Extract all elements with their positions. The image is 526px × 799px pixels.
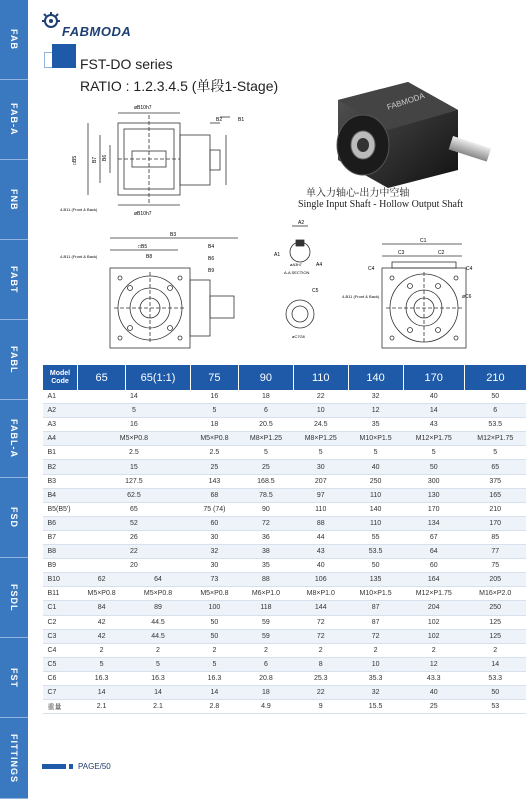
brand-logo [40, 10, 131, 40]
dim-b6: B6 [102, 154, 108, 161]
cell-65: 5 [126, 657, 191, 671]
cell-value: M6×P1.0 [239, 587, 294, 601]
sidebar-tab-fabl-a[interactable] [0, 400, 28, 478]
cell-65-merged: 52 [78, 516, 191, 530]
cell-value: 6 [239, 404, 294, 418]
cell-65: 84 [78, 601, 126, 615]
cell-value: 5 [190, 404, 238, 418]
cell-value: 205 [464, 573, 526, 587]
cell-value: 210 [464, 502, 526, 516]
sidebar-tab-fabl[interactable] [0, 320, 28, 400]
cell-value: 25 [190, 460, 238, 474]
cell-value: 53.3 [464, 671, 526, 685]
cell-value: 50 [190, 629, 238, 643]
cell-value: 40 [403, 390, 464, 404]
sidebar-tab-label: FNB [9, 188, 19, 211]
cell-value: 36 [239, 530, 294, 544]
cell-value: 30 [190, 559, 238, 573]
page-number: PAGE/50 [78, 762, 111, 771]
cell-value: 15.5 [348, 700, 403, 714]
cell-value: 10 [348, 657, 403, 671]
table-row [43, 418, 526, 432]
cell-value: 207 [293, 474, 348, 488]
cell-value: 43 [293, 545, 348, 559]
dim-c6: øC6 [462, 294, 472, 300]
sidebar-tab-label: FABL-A [9, 419, 19, 458]
table-row [43, 404, 526, 418]
cell-value: 50 [403, 460, 464, 474]
cell-65: 14 [126, 685, 191, 699]
spec-table [42, 365, 526, 714]
cell-65-merged: 5 [78, 404, 191, 418]
cell-value: 2 [403, 643, 464, 657]
row-code: C2 [43, 615, 78, 629]
header-col: 110 [293, 365, 348, 390]
table-row [43, 671, 526, 685]
cell-value: 30 [190, 530, 238, 544]
cell-value: 10 [293, 404, 348, 418]
dim-b5-front: □B5 [138, 244, 148, 250]
cell-value: 40 [348, 460, 403, 474]
cell-value: 18 [190, 418, 238, 432]
row-code: A2 [43, 404, 78, 418]
cell-value: 100 [190, 601, 238, 615]
sidebar-tab-label: FABL [9, 345, 19, 374]
cell-65-merged: 62.5 [78, 488, 191, 502]
cell-value: 25.3 [293, 671, 348, 685]
table-row [43, 700, 526, 714]
cell-value: 50 [464, 685, 526, 699]
cell-value: 22 [293, 685, 348, 699]
dim-a2: A2 [298, 220, 305, 226]
sidebar-tab-fnb[interactable] [0, 160, 28, 240]
row-code: B8 [43, 545, 78, 559]
cell-value: M8×P1.25 [239, 432, 294, 446]
table-row [43, 530, 526, 544]
table-row [43, 390, 526, 404]
cell-value: M8×P1.25 [293, 432, 348, 446]
cell-value: 68 [190, 488, 238, 502]
cell-value: 67 [403, 530, 464, 544]
table-row [43, 685, 526, 699]
cell-value: 102 [403, 615, 464, 629]
header-col: 90 [239, 365, 294, 390]
cell-value: 2.8 [190, 700, 238, 714]
sidebar-tab-fsdl[interactable] [0, 558, 28, 638]
cell-65: 2 [126, 643, 191, 657]
cell-65: 64 [126, 573, 191, 587]
cell-value: 164 [403, 573, 464, 587]
header-col: 75 [190, 365, 238, 390]
table-row [43, 559, 526, 573]
cell-value: 5 [464, 446, 526, 460]
cell-65: 44.5 [126, 615, 191, 629]
cell-65: 5 [78, 657, 126, 671]
cell-value: 144 [293, 601, 348, 615]
cell-value: 5 [293, 446, 348, 460]
sidebar-tab-label: FSDL [9, 583, 19, 612]
dim-c2: C2 [438, 250, 445, 256]
cell-value: 22 [293, 390, 348, 404]
cell-value: 110 [348, 488, 403, 502]
cell-value: 90 [239, 502, 294, 516]
row-code: B11 [43, 587, 78, 601]
cell-value: 134 [403, 516, 464, 530]
cell-value: 9 [293, 700, 348, 714]
cell-value: 25 [403, 700, 464, 714]
cell-value: 168.5 [239, 474, 294, 488]
table-row [43, 643, 526, 657]
dim-a4: A4 [316, 262, 323, 268]
cell-value: 75 [464, 559, 526, 573]
cell-value: 375 [464, 474, 526, 488]
cell-65-merged: 65 [78, 502, 191, 516]
cell-value: 135 [348, 573, 403, 587]
cell-value: 204 [403, 601, 464, 615]
table-row [43, 615, 526, 629]
cell-value: 12 [403, 657, 464, 671]
dim-b6-front: B6 [208, 256, 215, 262]
cell-value: M8×P1.0 [293, 587, 348, 601]
cell-65: 2.1 [78, 700, 126, 714]
cell-value: 110 [293, 502, 348, 516]
cell-value: 59 [239, 629, 294, 643]
cell-value: 35 [348, 418, 403, 432]
cell-value: M16×P2.0 [464, 587, 526, 601]
header-col: 170 [403, 365, 464, 390]
cell-value: 130 [403, 488, 464, 502]
cell-value: 5 [190, 657, 238, 671]
ratio-line: RATIO : 1.2.3.4.5 (单段1-Stage) [80, 78, 279, 94]
dim-b10-top: øB10h7 [134, 105, 152, 111]
cell-value: M12×P1.75 [403, 587, 464, 601]
cell-value: 250 [348, 474, 403, 488]
cell-value: 35.3 [348, 671, 403, 685]
cell-value: 2 [293, 643, 348, 657]
cell-value: 20.8 [239, 671, 294, 685]
cell-value: 35 [239, 559, 294, 573]
cell-value: 72 [239, 516, 294, 530]
cell-value: 55 [348, 530, 403, 544]
cell-value: 6 [239, 657, 294, 671]
footer-bar [42, 764, 69, 769]
cell-value: 88 [293, 516, 348, 530]
row-code: B7 [43, 530, 78, 544]
sidebar-tab-fab[interactable] [0, 0, 28, 80]
cell-value: 118 [239, 601, 294, 615]
cell-value: 73 [190, 573, 238, 587]
cell-65-merged: 14 [78, 390, 191, 404]
header-col: 65(1:1) [126, 365, 191, 390]
cell-value: 50 [348, 559, 403, 573]
product-photo [318, 80, 508, 190]
cell-65-merged: 20 [78, 559, 191, 573]
sidebar-tab-label: FITTINGS [9, 733, 19, 783]
cell-value: 2 [464, 643, 526, 657]
sidebar-tab-fsd[interactable] [0, 478, 28, 558]
dim-hole-note-side: 4-B11 (Front & Back) [342, 294, 380, 299]
cell-value: 77 [464, 545, 526, 559]
cell-value: 72 [293, 629, 348, 643]
logo-text: FABMODA [62, 23, 132, 39]
drawing-front-view [58, 228, 248, 356]
dim-b1: B1 [238, 117, 245, 123]
drawing-side-view [340, 236, 480, 354]
cell-value: 5 [348, 446, 403, 460]
table-row [43, 460, 526, 474]
cell-value: 165 [464, 488, 526, 502]
sidebar-tab-label: FST [9, 667, 19, 688]
table-row [43, 573, 526, 587]
caption-chinese: 单入力轴心-出力中空轴 [306, 188, 410, 199]
cell-value: M12×P1.75 [464, 432, 526, 446]
sidebar-tab-fittings[interactable] [0, 718, 28, 799]
cell-value: M5×P0.8 [190, 432, 238, 446]
cell-value: 87 [348, 615, 403, 629]
cell-value: 8 [293, 657, 348, 671]
cell-value: 85 [464, 530, 526, 544]
section-label: A-A SECTION [284, 270, 310, 275]
decor-square-filled [52, 44, 76, 68]
cell-65: 89 [126, 601, 191, 615]
cell-65: 44.5 [126, 629, 191, 643]
cell-65: 2 [78, 643, 126, 657]
cell-value: 44 [293, 530, 348, 544]
cell-65: 42 [78, 615, 126, 629]
header-col: 140 [348, 365, 403, 390]
cell-value: 53.5 [348, 545, 403, 559]
table-row [43, 587, 526, 601]
cell-value: 6 [464, 404, 526, 418]
cell-65: 42 [78, 629, 126, 643]
table-row [43, 516, 526, 530]
table-row [43, 446, 526, 460]
cell-value: 40 [403, 685, 464, 699]
cell-value: 2 [239, 643, 294, 657]
cell-value: M12×P1.75 [403, 432, 464, 446]
cell-value: 88 [239, 573, 294, 587]
dim-a1: A1 [274, 252, 281, 258]
table-row [43, 502, 526, 516]
sidebar-tab-fabt[interactable] [0, 240, 28, 320]
row-code: B3 [43, 474, 78, 488]
cell-value: 43.3 [403, 671, 464, 685]
dim-a3: øA3h7 [290, 262, 302, 267]
row-code: 重量 [43, 700, 78, 714]
row-code: B6 [43, 516, 78, 530]
cell-65-merged: 26 [78, 530, 191, 544]
cell-65-merged: 15 [78, 460, 191, 474]
cell-value: 14 [464, 657, 526, 671]
dim-b4: B4 [208, 244, 215, 250]
row-code: C6 [43, 671, 78, 685]
cell-value: 50 [190, 615, 238, 629]
cell-value: 20.5 [239, 418, 294, 432]
cell-value: 87 [348, 601, 403, 615]
cell-value: 18 [239, 685, 294, 699]
cell-value: 32 [190, 545, 238, 559]
cell-65-merged: 16 [78, 418, 191, 432]
sidebar-tab-label: FAB-A [9, 103, 19, 136]
row-code: B4 [43, 488, 78, 502]
table-row [43, 629, 526, 643]
header-model-code: Model Code [43, 365, 78, 390]
header-col: 65 [78, 365, 126, 390]
cell-value: 25 [239, 460, 294, 474]
cell-value: 78.5 [239, 488, 294, 502]
dim-c5: C5 [312, 288, 319, 294]
table-row [43, 474, 526, 488]
cell-value: 2 [190, 643, 238, 657]
cell-value: 53.5 [464, 418, 526, 432]
sidebar-tab-fst[interactable] [0, 638, 28, 718]
cell-65: 16.3 [126, 671, 191, 685]
table-row [43, 657, 526, 671]
dim-b9: B9 [208, 268, 215, 274]
row-code: A4 [43, 432, 78, 446]
cell-65-merged: M5×P0.8 [78, 432, 191, 446]
cell-65: 16.3 [78, 671, 126, 685]
product-body-label: FABMODA [385, 91, 426, 112]
cell-value: 38 [239, 545, 294, 559]
cell-65: 62 [78, 573, 126, 587]
dim-hole-note-front: 4-B11 (Front & Back) [60, 254, 98, 259]
cell-65: M5×P0.8 [78, 587, 126, 601]
cell-value: 140 [348, 502, 403, 516]
cell-value: 50 [464, 390, 526, 404]
row-code: C3 [43, 629, 78, 643]
sidebar-tab-label: FABT [9, 265, 19, 294]
cell-value: 110 [348, 516, 403, 530]
dim-b5: □B5 [72, 155, 78, 165]
series-title: FST-DO series [80, 56, 173, 72]
cell-value: 18 [239, 390, 294, 404]
sidebar-tab-fab-a[interactable] [0, 80, 28, 160]
drawing-top-view [58, 95, 248, 225]
cell-value: M10×P1.5 [348, 432, 403, 446]
cell-value: 97 [293, 488, 348, 502]
cell-value: 170 [403, 502, 464, 516]
cell-value: 106 [293, 573, 348, 587]
cell-value: M10×P1.5 [348, 587, 403, 601]
cell-value: 5 [239, 446, 294, 460]
cell-value: 2 [348, 643, 403, 657]
cell-value: 4.9 [239, 700, 294, 714]
row-code: B2 [43, 460, 78, 474]
row-code: C4 [43, 643, 78, 657]
cell-value: 250 [464, 601, 526, 615]
cell-value: 16 [190, 390, 238, 404]
cell-value: 32 [348, 685, 403, 699]
cell-value: 59 [239, 615, 294, 629]
cell-value: 170 [464, 516, 526, 530]
cell-value: 2.5 [190, 446, 238, 460]
caption-english: Single Input Shaft - Hollow Output Shaft [298, 199, 463, 210]
sidebar-tab-label: FSD [9, 507, 19, 528]
cell-value: 72 [293, 615, 348, 629]
cell-value: 30 [293, 460, 348, 474]
cell-65: 14 [78, 685, 126, 699]
row-code: A1 [43, 390, 78, 404]
table-row [43, 601, 526, 615]
cell-65: 2.1 [126, 700, 191, 714]
cell-value: 12 [348, 404, 403, 418]
dim-hole-note: 4-B11 (Front & Back) [60, 207, 98, 212]
table-row [43, 488, 526, 502]
row-code: A3 [43, 418, 78, 432]
cell-value: 102 [403, 629, 464, 643]
dim-c1: C1 [420, 238, 427, 244]
drawing-section [270, 218, 340, 348]
dim-c4-right: C4 [466, 266, 473, 272]
table-row [43, 545, 526, 559]
cell-value: 125 [464, 629, 526, 643]
cell-value: 60 [403, 559, 464, 573]
cell-value: 32 [348, 390, 403, 404]
cell-value: 125 [464, 615, 526, 629]
dim-b8: B8 [146, 254, 153, 260]
cell-value: 60 [190, 516, 238, 530]
gear-logo-icon [40, 12, 62, 38]
dim-c4-left: C4 [368, 266, 375, 272]
cell-65-merged: 2.5 [78, 446, 191, 460]
cell-value: 14 [190, 685, 238, 699]
dim-b2: B2 [216, 117, 223, 123]
row-code: C7 [43, 685, 78, 699]
dim-b7: B7 [92, 156, 98, 163]
cell-65: M5×P0.8 [126, 587, 191, 601]
cell-value: 40 [293, 559, 348, 573]
cell-value: 72 [348, 629, 403, 643]
cell-value: 143 [190, 474, 238, 488]
cell-value: 16.3 [190, 671, 238, 685]
cell-65-merged: 22 [78, 545, 191, 559]
cell-value: 65 [464, 460, 526, 474]
footer [42, 762, 111, 771]
row-code: B5(B5') [43, 502, 78, 516]
cell-value: 14 [403, 404, 464, 418]
dim-c7: øC7G6 [292, 334, 305, 339]
sidebar-tab-label: FAB [9, 29, 19, 50]
table-row [43, 432, 526, 446]
dim-c3: C3 [398, 250, 405, 256]
cell-value: 5 [403, 446, 464, 460]
cell-value: 53 [464, 700, 526, 714]
row-code: B1 [43, 446, 78, 460]
dim-b10-bottom: øB10h7 [134, 211, 152, 217]
cell-65-merged: 127.5 [78, 474, 191, 488]
row-code: B10 [43, 573, 78, 587]
row-code: C1 [43, 601, 78, 615]
row-code: B9 [43, 559, 78, 573]
cell-value: 24.5 [293, 418, 348, 432]
cell-value: 300 [403, 474, 464, 488]
header-col: 210 [464, 365, 526, 390]
cell-value: 75 (74) [190, 502, 238, 516]
cell-value: 64 [403, 545, 464, 559]
row-code: C5 [43, 657, 78, 671]
dim-b3: B3 [170, 232, 177, 238]
cell-value: M5×P0.8 [190, 587, 238, 601]
cell-value: 43 [403, 418, 464, 432]
